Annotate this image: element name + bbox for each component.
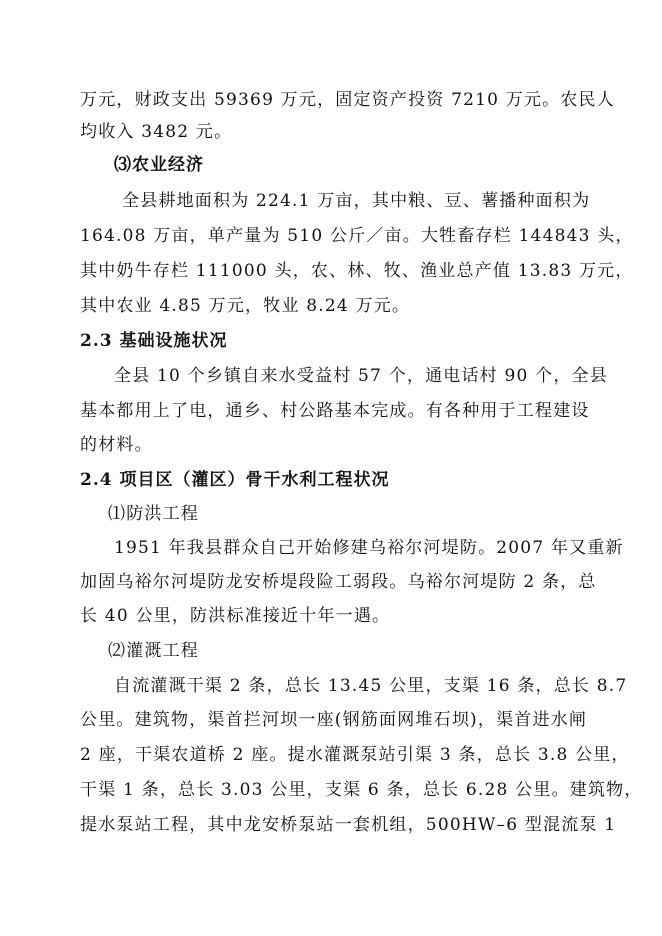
text-line: 其中农业 4.85 万元，牧业 8.24 万元。 bbox=[80, 296, 411, 316]
text-line: 基本都用上了电，通乡、村公路基本完成。有各种用于工程建设 bbox=[80, 401, 590, 421]
section-heading-2-4: 2.4 项目区（灌区）骨干水利工程状况 bbox=[80, 470, 390, 490]
text-line: 全县 10 个乡镇自来水受益村 57 个，通电话村 90 个，全县 bbox=[114, 366, 608, 386]
text-line: 长 40 公里，防洪标准接近十年一遇。 bbox=[80, 606, 391, 626]
text-line: 加固乌裕尔河堤防龙安桥堤段险工弱段。乌裕尔河堤防 2 条，总 bbox=[80, 572, 597, 592]
text-line: 其中奶牛存栏 111000 头，农、林、牧、渔业总产值 13.83 万元， bbox=[80, 261, 634, 281]
section-heading-agriculture: ⑶农业经济 bbox=[114, 155, 204, 175]
text-line: 164.08 万亩，单产量为 510 公斤／亩。大牲畜存栏 144843 头， bbox=[80, 226, 634, 246]
text-line: 提水泵站工程，其中龙安桥泵站一套机组，500HW–6 型混流泵 1 bbox=[80, 815, 617, 835]
subsection-irrigation: ⑵灌溉工程 bbox=[108, 641, 199, 661]
text-line: 的材料。 bbox=[80, 435, 153, 455]
text-line: 1951 年我县群众自己开始修建乌裕尔河堤防。2007 年又重新 bbox=[114, 538, 624, 558]
subsection-flood-control: ⑴防洪工程 bbox=[108, 504, 199, 524]
text-line: 干渠 1 条，总长 3.03 公里，支渠 6 条，总长 6.28 公里。建筑物， bbox=[80, 780, 643, 800]
text-line: 2 座，干渠农道桥 2 座。提水灌溉泵站引渠 3 条，总长 3.8 公里， bbox=[80, 745, 630, 765]
section-heading-2-3: 2.3 基础设施状况 bbox=[80, 331, 228, 351]
text-line: 全县耕地面积为 224.1 万亩，其中粮、豆、薯播种面积为 bbox=[122, 191, 591, 211]
text-line: 自流灌溉干渠 2 条，总长 13.45 公里，支渠 16 条，总长 8.7 bbox=[114, 676, 628, 696]
text-line: 公里。建筑物，渠首拦河坝一座(钢筋面网堆石坝)，渠首进水闸 bbox=[80, 710, 588, 730]
text-line: 万元，财政支出 59369 万元，固定资产投资 7210 万元。农民人 bbox=[80, 90, 615, 110]
text-line: 均收入 3482 元。 bbox=[80, 122, 233, 142]
